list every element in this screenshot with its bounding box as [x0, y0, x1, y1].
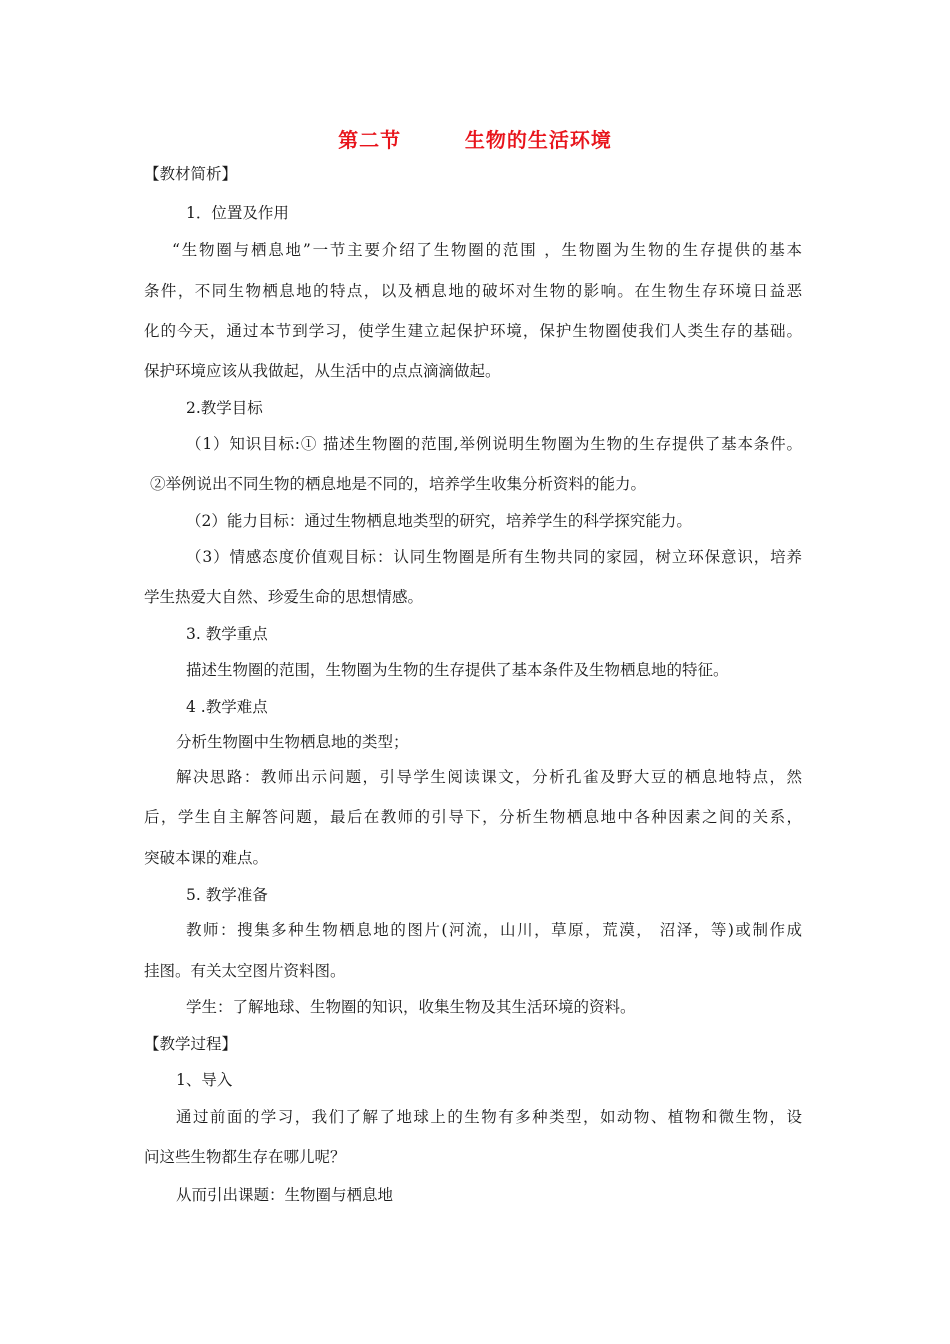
subheading-teaching-goals: 2.教学目标 — [186, 399, 263, 417]
page-title: 第二节 生物的生活环境 — [338, 128, 612, 152]
paragraph-line: 后，学生自主解答问题，最后在教师的引导下，分析生物栖息地中各种因素之间的关系， — [144, 808, 802, 826]
paragraph-line: （3）情感态度价值观目标：认同生物圈是所有生物共同的家园，树立环保意识，培养 — [186, 548, 802, 566]
paragraph-line: （1）知识目标:① 描述生物圈的范围,举例说明生物圈为生物的生存提供了基本条件。 — [186, 435, 802, 453]
paragraph-line: 通过前面的学习，我们了解了地球上的生物有多种类型，如动物、植物和微生物，设 — [176, 1108, 802, 1126]
paragraph-line: “生物圈与栖息地”一节主要介绍了生物圈的范围 ，生物圈为生物的生存提供的基本 — [172, 241, 802, 259]
section-heading-textbook-analysis: 【教材简析】 — [144, 165, 238, 183]
subheading-introduction: 1、导入 — [176, 1071, 233, 1089]
section-heading-teaching-process: 【教学过程】 — [144, 1035, 238, 1053]
subheading-teaching-key-points: 3. 教学重点 — [186, 625, 268, 643]
paragraph-line: 学生：了解地球、生物圈的知识，收集生物及其生活环境的资料。 — [186, 998, 636, 1016]
subheading-teaching-difficulties: 4 .教学难点 — [186, 698, 268, 716]
paragraph-line: 挂图。有关太空图片资料图。 — [144, 962, 346, 980]
paragraph-line: 教师：搜集多种生物栖息地的图片(河流，山川，草原，荒漠， 沼泽，等)或制作成 — [186, 921, 802, 939]
paragraph-line: 化的今天，通过本节到学习，使学生建立起保护环境，保护生物圈使我们人类生存的基础。 — [144, 322, 802, 340]
paragraph-line: 从而引出课题：生物圈与栖息地 — [176, 1186, 394, 1204]
subheading-teaching-preparation: 5. 教学准备 — [186, 886, 268, 904]
paragraph-line: 学生热爱大自然、珍爱生命的思想情感。 — [144, 588, 424, 606]
paragraph-line: 问这些生物都生存在哪儿呢？ — [144, 1148, 346, 1166]
paragraph-line: ②举例说出不同生物的栖息地是不同的，培养学生收集分析资料的能力。 — [150, 475, 647, 493]
paragraph-line: 条件，不同生物栖息地的特点，以及栖息地的破坏对生物的影响。在生物生存环境日益恶 — [144, 282, 802, 300]
paragraph-line: 分析生物圈中生物栖息地的类型； — [176, 733, 409, 751]
paragraph-line: （2）能力目标：通过生物栖息地类型的研究，培养学生的科学探究能力。 — [186, 512, 692, 530]
paragraph-line: 突破本课的难点。 — [144, 849, 269, 867]
subheading-position-role: 1．位置及作用 — [186, 204, 289, 222]
paragraph-line: 描述生物圈的范围，生物圈为生物的生存提供了基本条件及生物栖息地的特征。 — [186, 661, 729, 679]
paragraph-line: 解决思路：教师出示问题，引导学生阅读课文，分析孔雀及野大豆的栖息地特点，然 — [176, 768, 802, 786]
paragraph-line: 保护环境应该从我做起，从生活中的点点滴滴做起。 — [144, 362, 501, 380]
